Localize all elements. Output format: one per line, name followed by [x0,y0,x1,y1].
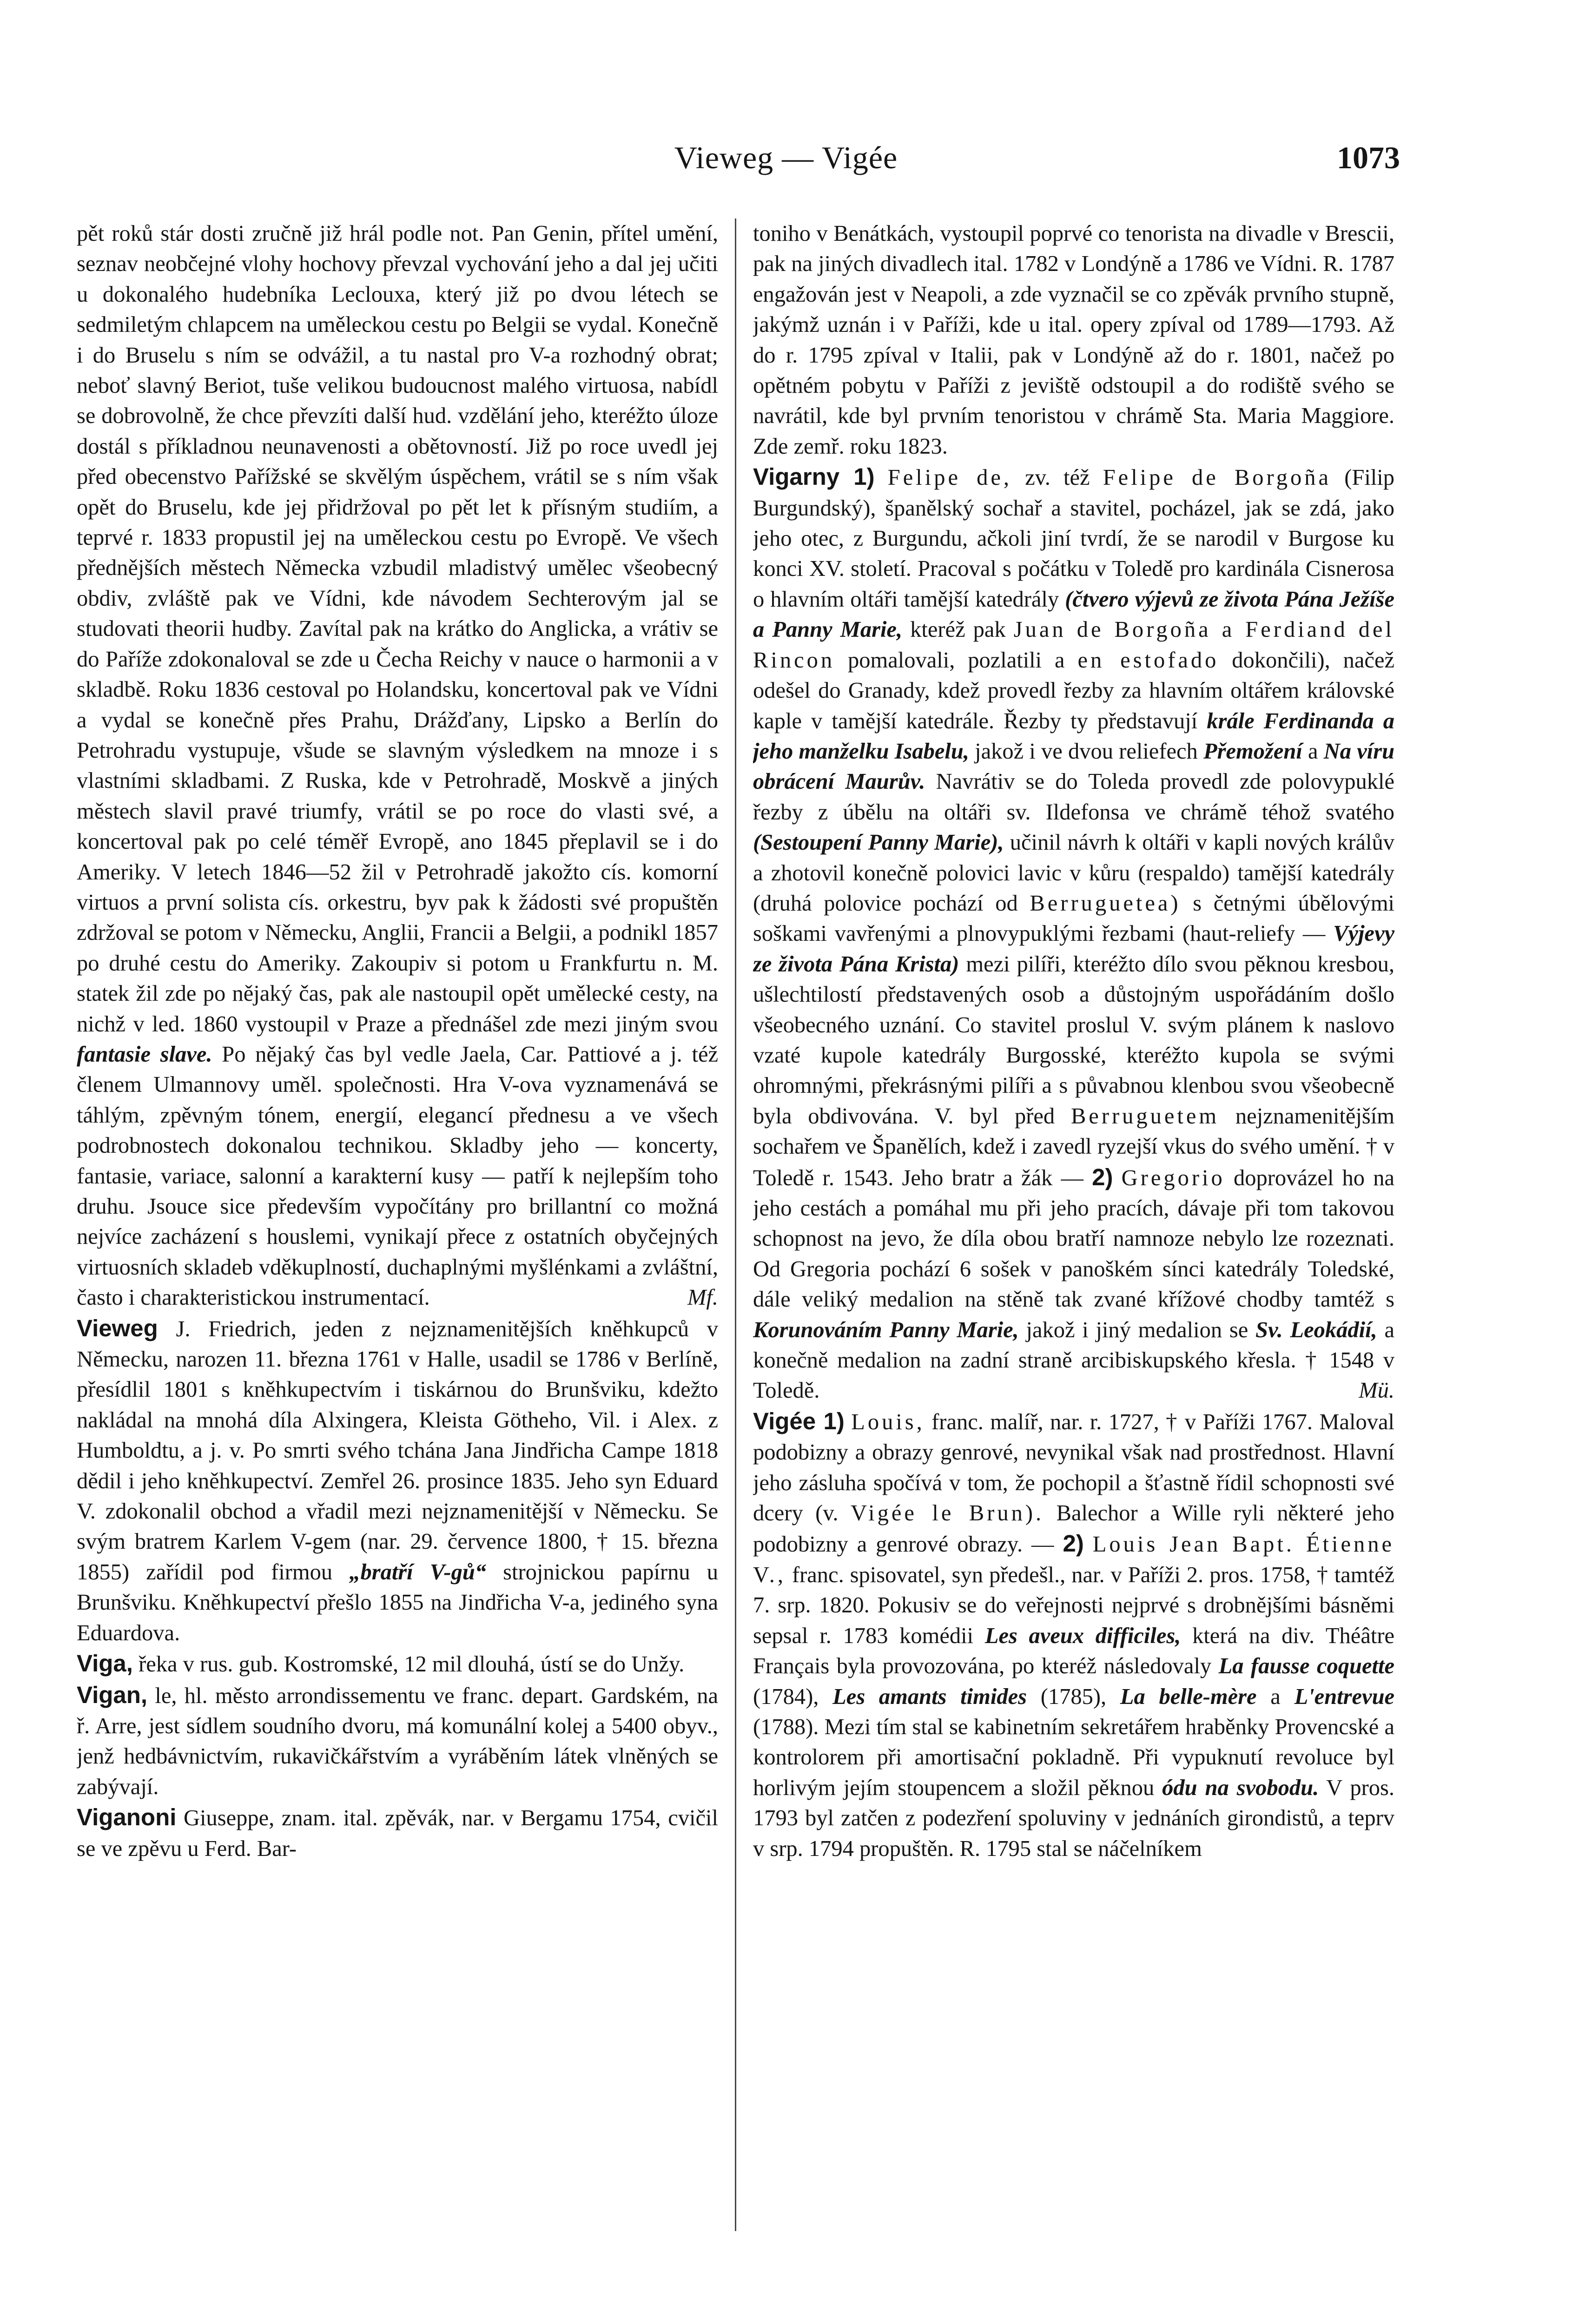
column-divider [735,218,736,2231]
entry-text: J. Friedrich, jeden z nejznamenitějších kněhkupců v Německu, narozen 11. března 1761 v Halle, usadil se 1786 v Berlíně, přesídlil 1801 s kněhkupectvím i tiskárnou do Brunšviku, kdežto nakládal na mnohá díla Alxingera, Kleista Götheho, Vil. i Alex. z Humboldtu, a j. v. Po smrti svého tchána Jana Jindřicha Campe 1818 dědil i jeho kněhkupectví. Zemřel 26. prosince 1835. Jeho syn Eduard V. zdokonalil obchod a vřadil mezi nejznamenitější v Německu. Se svým bratrem Karlem V-gem (nar. 29. července 1800, † 15. března 1855) zařídil pod firmou [77,1316,718,1585]
entry-text: zv. též [1025,465,1090,490]
entry-text: (1788). Mezi tím stal se kabinetním sekretářem hraběnky Provencské a kontrolorem při amortisační pokladně. Při vypuknutí revoluce byl horlivým jejím stoupencem a složil pěknou [753,1714,1394,1800]
entry-text: (Filip Burgundský), španělský sochař a stavitel, pocházel, jak se zdá, jako jeho otec, z Burgundu, ačkoli jiní tvrdí, že se narodil v Burgose ku konci XV. století. Pracoval s počátku v Toledě pro kardinála Cisnerosa o hlavním oltáři tamější katedrály [753,465,1394,612]
italic-title: Les amants timides [832,1684,1027,1709]
spaced-name: Juan de Borgoña a Ferdiand del Rincon [753,617,1394,673]
entry-vieweg [77,1313,718,1648]
entry-headword: 2) [1092,1163,1113,1190]
entry-headword: Viganoni [77,1804,177,1831]
spaced-name: Felipe de, [887,465,1012,490]
italic-title: Na víru obrácení Maurův. [753,739,1394,794]
entry-text: Navrátiv se do Toleda provedl zde polovypuklé řezby z úbělu na oltáři sv. Ildefonsa ve chrámě téhož svatého [753,769,1394,825]
spaced-name: Vigée le Brun). [851,1501,1044,1526]
italic-title: Výjevy ze života Pána Krista) [753,921,1394,977]
entry-text: Giuseppe, znam. ital. zpěvák, nar. v Bergamu 1754, cvičil se ve zpěvu u Ferd. Bar- [77,1806,718,1861]
entry-headword: Viga, [77,1650,133,1677]
entry-text: strojnickou papírnu u Brunšviku. Kněhkupectví přešlo 1855 na Jindřicha V-a, jediného syna Eduardova. [77,1559,718,1645]
entry-vigee [753,1406,1394,1864]
entry-viganoni-continuation [753,218,1394,462]
italic-title: krále Ferdinanda a jeho manželku Isabelu, [753,708,1394,764]
entry-text: dokončili), načež odešel do Granady, kdež provedl řezby za hlavním oltářem královské kaple v tamější katedrále. Řezby ty představují [753,647,1394,733]
spaced-name: Gregorio [1121,1165,1225,1190]
entry-viganoni [77,1802,718,1864]
italic-title: L'entrevue [1294,1684,1394,1709]
page-header [0,139,1572,191]
italic-title: La fausse coquette [1218,1654,1394,1679]
spaced-name: Berruguetea) [1030,891,1181,916]
entry-text: (1785), [1040,1684,1107,1709]
spaced-name: Louis, [851,1409,925,1434]
paragraph-text: toniho v Benátkách, vystoupil poprvé co tenorista na divadle v Brescii, pak na jiných divadlech ital. 1782 v Londýně a 1786 ve Vídni. R. 1787 engažován jest v Neapoli, a zde vyznačil se co zpěvák prvního stupně, jakýmž uznán i v Paříži, kde u ital. opery zpíval od 1789—1793. Až do r. 1795 zpíval v Italii, pak v Londýně až do r. 1801, načež po opětném pobytu v Paříži z jeviště odstoupil a do rodiště svého se navrátil, kde byl prvním tenoristou v chrámě Sta. Maria Maggiore. Zde zemř. roku 1823. [753,221,1394,459]
entry-vieuxtemps-continuation [77,218,718,1313]
entry-text: le, hl. město arrondissementu ve franc. depart. Gardském, na ř. Arre, jest sídlem soudního dvoru, má komunální kolej a 5400 obyv., jenž hedbávnictvím, rukavičkářstvím a vyráběním látek vlněných se zabývají. [77,1683,718,1799]
entry-text: franc. malíř, nar. r. 1727, † v Paříži 1767. Maloval podobizny a obrazy genrové, nevynikal však nad prostřednost. Hlavní jeho zásluha spočívá v tom, že pochopil a šťastně řídil schopnosti své dcery (v. [753,1409,1394,1526]
italic-title: Les aveux difficiles, [984,1623,1181,1648]
entry-text: Balechor a Wille ryli některé jeho podobizny a genrové obrazy. — [753,1501,1394,1557]
spaced-name: Berruguetem [1070,1103,1220,1129]
spaced-name: Louis Jean Bapt. Étienne V., [753,1532,1394,1587]
entry-text: nejznamenitějším sochařem ve Španělích, kdež i zavedl ryzejší vkus do svého umění. † v Toledě r. 1543. Jeho bratr a žák — [753,1103,1394,1190]
entry-headword: Vigan, [77,1681,148,1708]
italic-title: ódu na svobodu. [1162,1775,1319,1800]
entry-text: která na div. Théâtre Français byla provozována, po kteréž následovaly [753,1623,1394,1679]
italic-title: (čtvero výjevů ze života Pána Ježíše a Panny Marie, [753,587,1394,642]
entry-viga [77,1648,718,1679]
entry-text: pomalovali, pozlatili a [848,647,1065,673]
running-title: Vieweg — Vigée [674,140,898,175]
spaced-name: Felipe de Borgoña [1103,465,1332,490]
entry-text: a [1308,739,1318,764]
italic-title: Přemožení [1203,739,1302,764]
entry-text: řeka v rus. gub. Kostromské, 12 mil dlouhá, ústí se do Unžy. [139,1652,685,1677]
right-column [753,218,1394,2231]
entry-text: franc. spisovatel, syn předešl., nar. v Paříži 2. pros. 1758, † tamtéž 7. srp. 1820. Pokusiv se do veřejnosti nejprvé s drobnějšími básněmi sepsal r. 1783 komédii [753,1562,1394,1648]
italic-title: Korunováním Panny Marie, [753,1317,1019,1342]
italic-title: La belle-mère [1120,1684,1257,1709]
entry-headword: Vigarny 1) [753,463,875,490]
entry-headword: Vieweg [77,1314,158,1341]
italic-title: (Sestoupení Panny Marie), [753,830,1004,855]
italic-title: „bratří V-gů“ [349,1559,487,1585]
entry-text: a konečně medalion na zadní straně arcibiskupského křesla. † 1548 v Toledě. [753,1317,1394,1403]
entry-text: kteréž pak [910,617,1006,642]
entry-text: jakož i ve dvou reliefech [975,739,1198,764]
entry-text: V pros. 1793 byl zatčen z podezření spoluviny v jednáních girondistů, a teprv v srp. 1794 propuštěn. R. 1795 stal se náčelníkem [753,1775,1394,1861]
author-signature: Mü. [1359,1378,1394,1403]
entry-text: mezi pilíři, kteréžto dílo svou pěknou kresbou, ušlechtilostí představených osob a důstojným uspořádáním došlo všeobecného uznání. Co stavitel proslul V. svým plánem k naslovo vzaté kupole katedrály Burgosské, kteréžto kupola se svými ohromnými, překrásnými pilíři a s půvabnou klenbou svou všeobecně byla obdivována. V. byl před [753,951,1394,1129]
paragraph-text: pět roků stár dosti zručně již hrál podle not. Pan Genin, přítel umění, seznav neobčejné vlohy hochovy převzal vychování jeho a dal jej učiti u dokonalého hudebníka Leclouxa, který již po dvou létech se sedmiletým chlapcem na uměleckou cestu po Belgii se vydal. Konečně i do Bruselu s ním se odvážil, a tu nastal pro V-a rozhodný obrat; neboť slavný Beriot, tuše velikou budoucnost malého virtuosa, nabídl se dobrovolně, že chce převzíti další hud. vzdělání jeho, kteréžto úloze dostál s příkladnou neunavenosti a obětovností. Již po roce uvedl jej před obecenstvo Pařížské se skvělým úspěchem, vrátil se s ním však opět do Bruselu, kde jej přidržoval po pět let k přísným studiím, a teprvé r. 1833 propustil jej na uměleckou cestu po Evropě. Ve všech přednějších městech Německa vzbudil mladistvý umělec všeobecný obdiv, zvláště pak ve Vídni, kde návodem Sechterovým jal se studovati theorii hudby. Zavítal pak na krátko do Anglicka, a vrátiv se do Paříže zdokonaloval se zde u Čecha Reichy v nauce o harmonii a v skladbě. Roku 1836 cestoval po Holandsku, koncertoval pak ve Vídni a vydal se konečně přes Prahu, Drážďany, Lipsko a Berlín do Petrohradu vystupuje, všude se slavným výsledkem na mnoze i s vlastními skladbami. Z Ruska, kde v Petrohradě, Moskvě a jiných městech slavil pravé triumfy, vrátil se po roce do vlasti své, a koncertoval pak po celé téměř Evropě, ano 1845 přeplavil se i do Ameriky. V letech 1846—52 žil v Petrohradě jakožto cís. komorní virtuos a první solista cís. orkestru, byv pak k žádosti své propuštěn zdržoval se potom v Německu, Anglii, Francii a Belgii, a podnikl 1857 po druhé cestu do Ameriky. Zakoupiv si potom u Frankfurtu n. M. statek žil zde po nějaký čas, pak ale nastoupil opět umělecké cesty, na nichž v led. 1860 vystoupil v Praze a přednášel zde mezi jiným svou [77,221,718,1037]
author-signature: Mf. [687,1285,718,1310]
entry-text: učinil návrh k oltáři v kapli nových králův a zhotovil konečně polovici lavic v kůru (respaldo) tamější katedrály (druhá polovice pochází od [753,830,1394,916]
paragraph-text: Po nějaký čas byl vedle Jaela, Car. Pattiové a j. též členem Ulmannovy uměl. společnosti. Hra V-ova vyznamenává se táhlým, zpěvným tónem, energií, elegancí přednesu a ve všech podrobnostech dokonalou technikou. Skladby jeho — koncerty, fantasie, variace, salonní a karakterní kusy — patří k nejlepším toho druhu. Jsouce sice především vypočítány pro brillantní co možná nejvíce zacházení s houslemi, vynikají přece z ostatních obyčejných virtuosních skladeb vděkuplností, duchaplnými myšlénkami a zvláštní, často i charakteristickou instrumentací. [77,1042,718,1310]
entry-headword: Vigée 1) [753,1407,845,1434]
entry-vigarny [753,462,1394,1406]
spaced-name: en estofado [1077,647,1219,673]
entry-text: a [1270,1684,1281,1709]
italic-title: fantasie slave. [77,1042,212,1067]
entry-text: doprovázel ho na jeho cestách a pomáhal mu při jeho pracích, dávaje při tom takovou schopnost na jevo, že díla obou bratří namnoze nebylo lze rozeznati. Od Gregoria pochází 6 sošek v panoškém sínci katedrály Toledské, dále veliký medalion na stěně tak zvané křížové chodby tamtéž s [753,1165,1394,1312]
entry-headword: 2) [1063,1530,1084,1557]
entry-text: (1784), [753,1684,819,1709]
page-number: 1073 [1337,140,1400,175]
entry-vigan [77,1680,718,1802]
italic-title: Sv. Leokádií, [1255,1317,1377,1342]
left-column [77,218,718,2231]
entry-text: jakož i jiný medalion se [1026,1317,1248,1342]
entry-text: s četnými úbělovými soškami vavřenými a plnovypuklými řezbami (haut-reliefy — [753,891,1394,946]
